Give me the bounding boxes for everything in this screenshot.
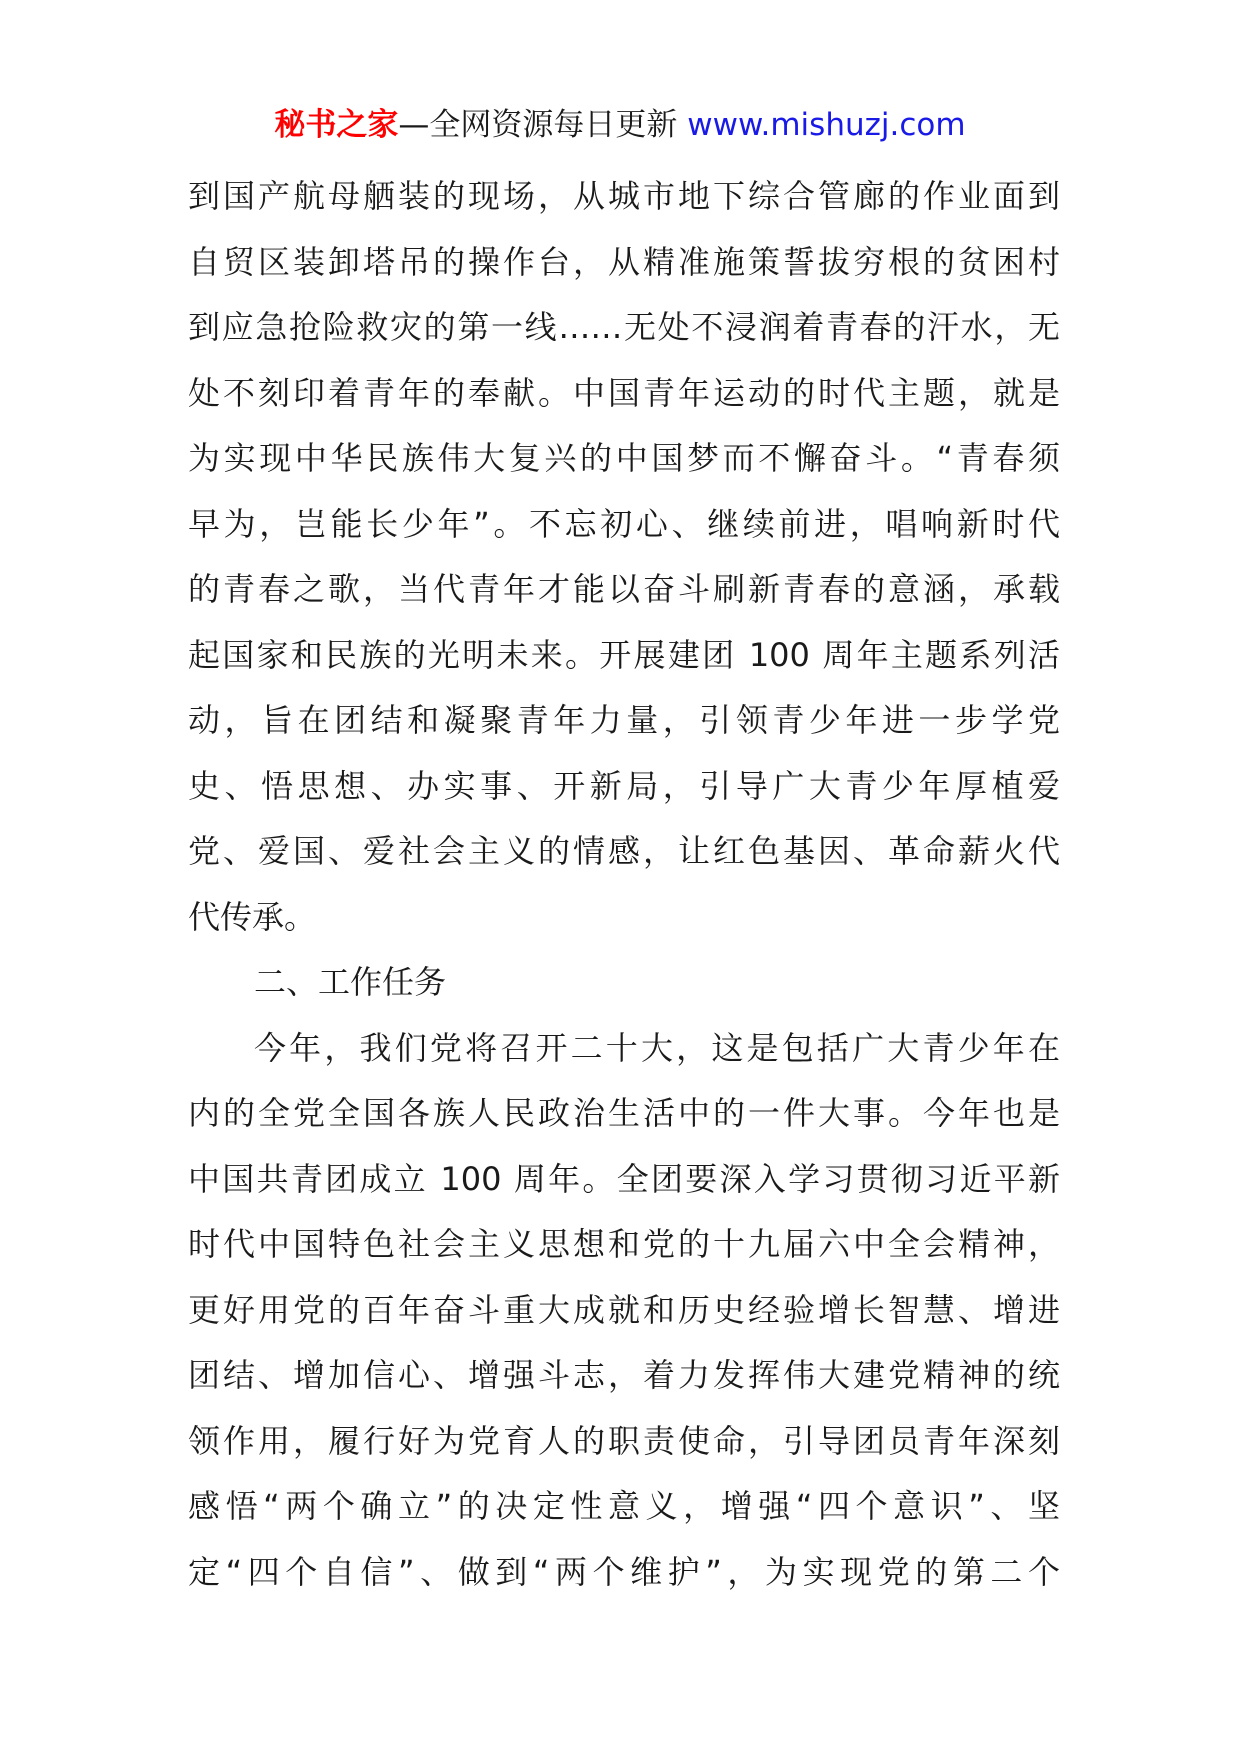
text-line: 到国产航母舾装的现场，从城市地下综合管廊的作业面到 [188,177,1060,215]
brand-name: 秘书之家 [274,107,399,143]
text-line: 到应急抢险救灾的第一线……无处不浸润着青春的汗水，无 [188,308,1060,346]
text-line: 处不刻印着青年的奉献。中国青年运动的时代主题，就是 [188,373,1060,412]
text-line: 自贸区装卸塔吊的操作台，从精准施策誓拔穷根的贫困村 [188,242,1060,281]
site-header [0,100,1240,150]
text-line: 内的全党全国各族人民政治生活中的一件大事。今年也是 [188,1094,1060,1132]
paragraph-first-line: 今年，我们党将召开二十大，这是包括广大青少年在 [254,1028,1060,1067]
text-line: 中国共青团成立 100 周年。全团要深入学习贯彻习近平新 [188,1159,1060,1198]
text-line: 党、爱国、爱社会主义的情感，让红色基因、革命薪火代 [188,832,1060,870]
text-line: 为实现中华民族伟大复兴的中国梦而不懈奋斗。“青春须 [188,439,1060,477]
document-body [188,164,1060,1605]
text-line: 起国家和民族的光明未来。开展建团 100 周年主题系列活 [188,635,1060,674]
text-line: 团结、增加信心、增强斗志，着力发挥伟大建党精神的统 [188,1356,1060,1394]
section-heading: 二、工作任务 [254,963,447,1001]
text-line: 早为，岂能长少年”。不忘初心、继续前进，唱响新时代 [188,504,1060,543]
text-line: 定“四个自信”、做到“两个维护”，为实现党的第二个 [188,1552,1060,1591]
text-line: 时代中国特色社会主义思想和党的十九届六中全会精神， [188,1225,1060,1263]
text-line: 领作用，履行好为党育人的职责使命，引导团员青年深刻 [188,1421,1060,1460]
site-url-link[interactable]: www.mishuzj.com [687,107,966,143]
text-line: 动，旨在团结和凝聚青年力量，引领青少年进一步学党 [188,701,1060,739]
text-line: 感悟“两个确立”的决定性意义，增强“四个意识”、坚 [188,1487,1060,1525]
text-line: 更好用党的百年奋斗重大成就和历史经验增长智慧、增进 [188,1290,1060,1329]
text-line: 史、悟思想、办实事、开新局，引导广大青少年厚植爱 [188,766,1060,805]
paragraph-end-line: 代传承。 [188,897,317,936]
text-line: 的青春之歌，当代青年才能以奋斗刷新青春的意涵，承载 [188,570,1060,608]
header-tagline: —全网资源每日更新 [398,107,678,143]
